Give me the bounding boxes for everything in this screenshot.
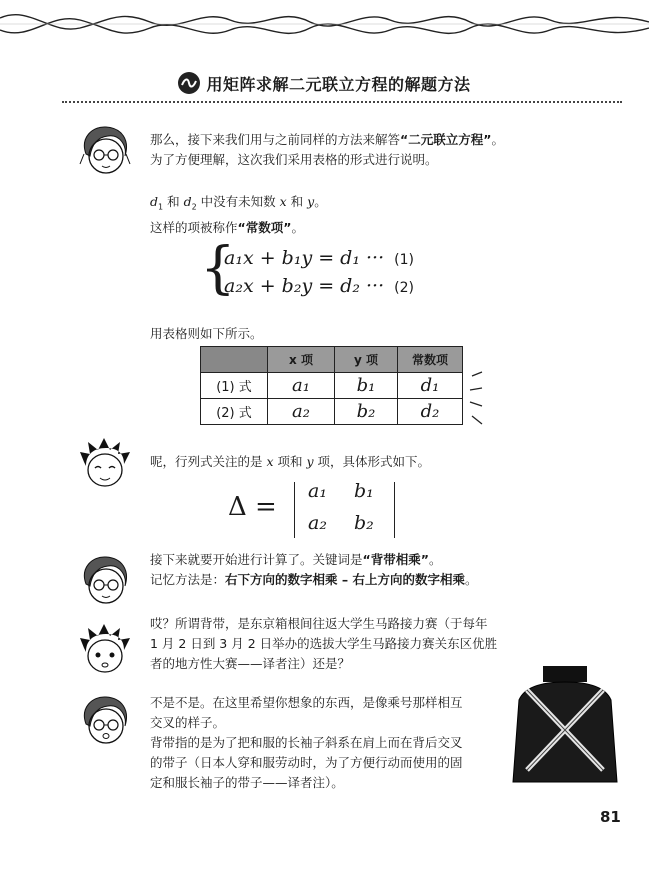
end-text: 。 xyxy=(314,194,327,209)
table-corner xyxy=(201,347,268,373)
sub-2: 2 xyxy=(191,202,197,212)
and-text: 和 xyxy=(163,194,184,209)
row-label: (1) 式 xyxy=(201,373,268,399)
answer-paragraph xyxy=(150,693,463,793)
wave-circle-icon xyxy=(178,72,200,94)
equation-1-text: a₁x + b₁y = d₁ ··· xyxy=(224,247,385,269)
character-glasses-girl-icon xyxy=(78,554,132,606)
cell-d2: d₂ xyxy=(398,399,463,425)
calc-line1-pre: 接下来就要开始进行计算了。关键词是 xyxy=(150,552,363,567)
character-boy-icon xyxy=(78,438,132,490)
equation-system xyxy=(200,236,460,303)
det-a1: a₁ xyxy=(308,480,327,502)
equation-1 xyxy=(224,247,414,269)
section-header xyxy=(0,70,649,96)
calc-paragraph xyxy=(150,550,478,590)
intro-keyword: “二元联立方程” xyxy=(400,132,492,147)
emphasis-marks-icon xyxy=(466,368,488,428)
equation-2-tag: (2) xyxy=(394,280,414,296)
table-intro: 用表格则如下所示。 xyxy=(150,326,263,341)
question-paragraph xyxy=(150,614,497,674)
det-intro xyxy=(150,452,430,472)
character-boy-icon xyxy=(78,624,132,676)
var-d1: d xyxy=(150,194,159,209)
question-line2: 1 月 2 日到 3 月 2 日举办的选拔大学生马路接力赛关东区优胜 xyxy=(150,636,498,651)
answer-line4: 的带子（日本人穿和服劳动时，为了方便行动而使用的固 xyxy=(150,755,463,770)
cell-b1: b₁ xyxy=(335,373,398,399)
table-header-row xyxy=(201,347,463,373)
constants-line2-post: 。 xyxy=(291,219,304,235)
det-intro-mid: 项和 xyxy=(273,454,307,469)
constants-keyword: “常数项” xyxy=(237,219,292,235)
calc-keyword: “背带相乘” xyxy=(362,552,429,567)
character-glasses-girl-icon xyxy=(78,694,132,746)
page-title: 用矩阵求解二元联立方程的解题方法 xyxy=(206,74,471,94)
var-y: y xyxy=(307,194,315,209)
row-label: (2) 式 xyxy=(201,399,268,425)
equation-1-tag: (1) xyxy=(394,252,414,268)
coefficient-table xyxy=(200,346,463,425)
question-line3: 者的地方性大赛——译者注）还是？ xyxy=(150,656,351,671)
intro-line2: 为了方便理解，这次我们采用表格的形式进行说明。 xyxy=(150,152,438,167)
equation-2 xyxy=(224,275,414,297)
cell-d1: d₁ xyxy=(398,373,463,399)
right-bar xyxy=(394,482,395,538)
left-brace: { xyxy=(200,236,236,301)
mid-text: 中没有未知数 xyxy=(196,194,280,209)
kimono-back-illustration xyxy=(505,660,625,785)
intro-line1-post: 。 xyxy=(491,132,504,147)
question-line1: 哎？所谓背带，是东京箱根间往返大学生马路接力赛（于每年 xyxy=(150,616,488,631)
calc-line1-post: 。 xyxy=(428,552,442,567)
sub-1: 1 xyxy=(158,202,164,212)
var-x: x xyxy=(279,194,287,209)
answer-line2: 交叉的样子。 xyxy=(150,715,226,730)
det-intro-post: 项，具体形式如下。 xyxy=(313,454,431,469)
header-y-term: y 项 xyxy=(335,347,398,373)
answer-line5: 定和服长袖子的带子——译者注）。 xyxy=(150,775,344,790)
cell-a2: a₂ xyxy=(268,399,335,425)
intro-paragraph xyxy=(150,130,504,170)
delta-symbol: Δ = xyxy=(228,492,277,522)
intro-line1-pre: 那么，接下来我们用与之前同样的方法来解答 xyxy=(150,132,401,147)
header-constant: 常数项 xyxy=(398,347,463,373)
det-b2: b₂ xyxy=(354,512,374,534)
page-number: 81 xyxy=(600,808,621,826)
calc-line2-pre: 记忆方法是： xyxy=(150,572,226,587)
calc-rule: 右下方向的数字相乘 – 右上方向的数字相乘 xyxy=(225,572,465,587)
dotted-divider xyxy=(62,101,622,103)
det-b1: b₁ xyxy=(354,480,374,502)
det-a2: a₂ xyxy=(308,512,327,534)
decorative-wave-border xyxy=(0,0,649,50)
det-intro-pre: 呢，行列式关注的是 xyxy=(150,454,267,469)
table-row xyxy=(201,373,463,399)
constants-line2-pre: 这样的项被称作 xyxy=(150,219,238,235)
answer-line1: 不是不是。在这里希望你想象的东西，是像乘号那样相互 xyxy=(150,695,463,710)
left-bar xyxy=(294,482,295,538)
equation-2-text: a₂x + b₂y = d₂ ··· xyxy=(224,275,385,297)
var-d2: d xyxy=(183,194,192,209)
cell-b2: b₂ xyxy=(335,399,398,425)
det-var-y: y xyxy=(306,454,314,469)
character-glasses-girl-icon xyxy=(78,124,132,176)
determinant-formula xyxy=(228,478,408,540)
and2-text: 和 xyxy=(286,194,308,209)
answer-line3: 背带指的是为了把和服的长袖子斜系在肩上而在背后交叉 xyxy=(150,735,463,750)
calc-line2-post: 。 xyxy=(464,572,478,587)
table-row xyxy=(201,399,463,425)
cell-a1: a₁ xyxy=(268,373,335,399)
header-x-term: x 项 xyxy=(268,347,335,373)
det-var-x: x xyxy=(266,454,274,469)
constants-paragraph xyxy=(150,192,327,238)
